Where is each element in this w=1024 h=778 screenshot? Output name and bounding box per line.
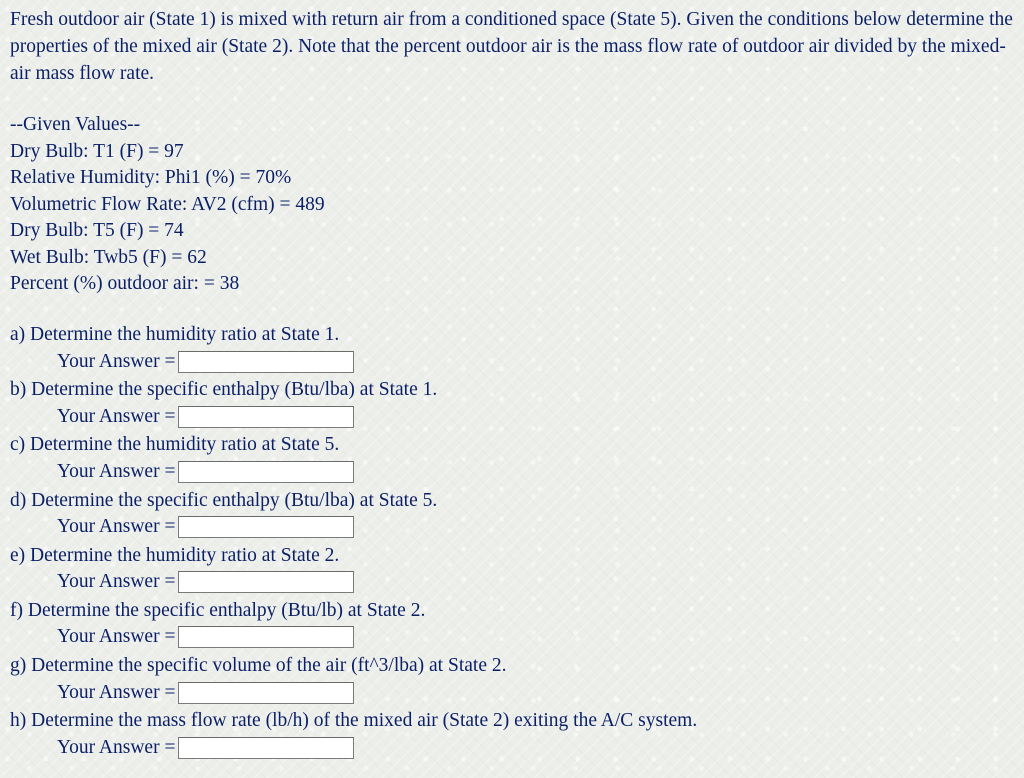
question-list	[10, 321, 1014, 763]
question-c	[10, 431, 1014, 486]
answer-input-b[interactable]	[178, 406, 354, 428]
answer-row	[57, 734, 354, 761]
question-text: e) Determine the humidity ratio at State 2.	[10, 544, 340, 566]
question-text: f) Determine the specific enthalpy (Btu/lb) at State 2.	[10, 599, 426, 621]
answer-label: Your Answer =	[57, 571, 176, 593]
question-a	[10, 321, 1014, 376]
answer-row	[57, 624, 354, 651]
given-relative-humidity-phi1: Relative Humidity: Phi1 (%) = 70%	[10, 167, 292, 188]
answer-input-h[interactable]	[178, 737, 354, 759]
question-h	[10, 707, 1014, 762]
question-text: h) Determine the mass flow rate (lb/h) of the mixed air (State 2) exiting the A/C system.	[10, 710, 698, 732]
given-volumetric-flow-av2: Volumetric Flow Rate: AV2 (cfm) = 489	[10, 193, 325, 215]
answer-label: Your Answer =	[57, 681, 176, 703]
given-values	[10, 112, 325, 298]
question-f	[10, 597, 1014, 652]
question-b	[10, 376, 1014, 431]
answer-input-c[interactable]	[178, 461, 354, 483]
answer-row	[57, 348, 354, 375]
answer-label: Your Answer =	[57, 626, 176, 648]
question-e	[10, 542, 1014, 597]
answer-label: Your Answer =	[57, 460, 176, 482]
question-d	[10, 487, 1014, 542]
answer-input-a[interactable]	[178, 351, 354, 373]
answer-input-g[interactable]	[178, 682, 354, 704]
answer-row	[57, 403, 354, 430]
given-dry-bulb-t1: Dry Bulb: T1 (F) = 97	[10, 140, 184, 162]
answer-input-f[interactable]	[178, 626, 354, 648]
answer-label: Your Answer =	[57, 516, 176, 538]
answer-row	[57, 679, 354, 706]
question-g	[10, 652, 1014, 707]
question-text: d) Determine the specific enthalpy (Btu/lba) at State 5.	[10, 489, 438, 511]
question-text: c) Determine the humidity ratio at State 5.	[10, 434, 340, 456]
answer-label: Your Answer =	[57, 350, 176, 372]
answer-label: Your Answer =	[57, 405, 176, 427]
given-values-heading: --Given Values--	[10, 114, 141, 135]
answer-input-d[interactable]	[178, 516, 354, 538]
answer-row	[57, 458, 354, 485]
given-wet-bulb-twb5: Wet Bulb: Twb5 (F) = 62	[10, 246, 207, 268]
question-text: b) Determine the specific enthalpy (Btu/lba) at State 1.	[10, 379, 438, 401]
answer-input-e[interactable]	[178, 571, 354, 593]
question-text: g) Determine the specific volume of the air (ft^3/lba) at State 2.	[10, 655, 507, 677]
question-text: a) Determine the humidity ratio at State 1.	[10, 324, 340, 345]
answer-label: Your Answer =	[57, 736, 176, 758]
answer-row	[57, 514, 354, 541]
problem-statement: Fresh outdoor air (State 1) is mixed with return air from a conditioned space (State 5). Given the conditions below determine the properties of the mixed air (State 2). Note that the percent outdoor air is the mass flow rate of outdoor air divided by the mixed-air mass flow rate.	[10, 9, 1013, 84]
given-percent-outdoor-air: Percent (%) outdoor air: = 38	[10, 273, 240, 294]
given-dry-bulb-t5: Dry Bulb: T5 (F) = 74	[10, 220, 184, 241]
answer-row	[57, 569, 354, 596]
